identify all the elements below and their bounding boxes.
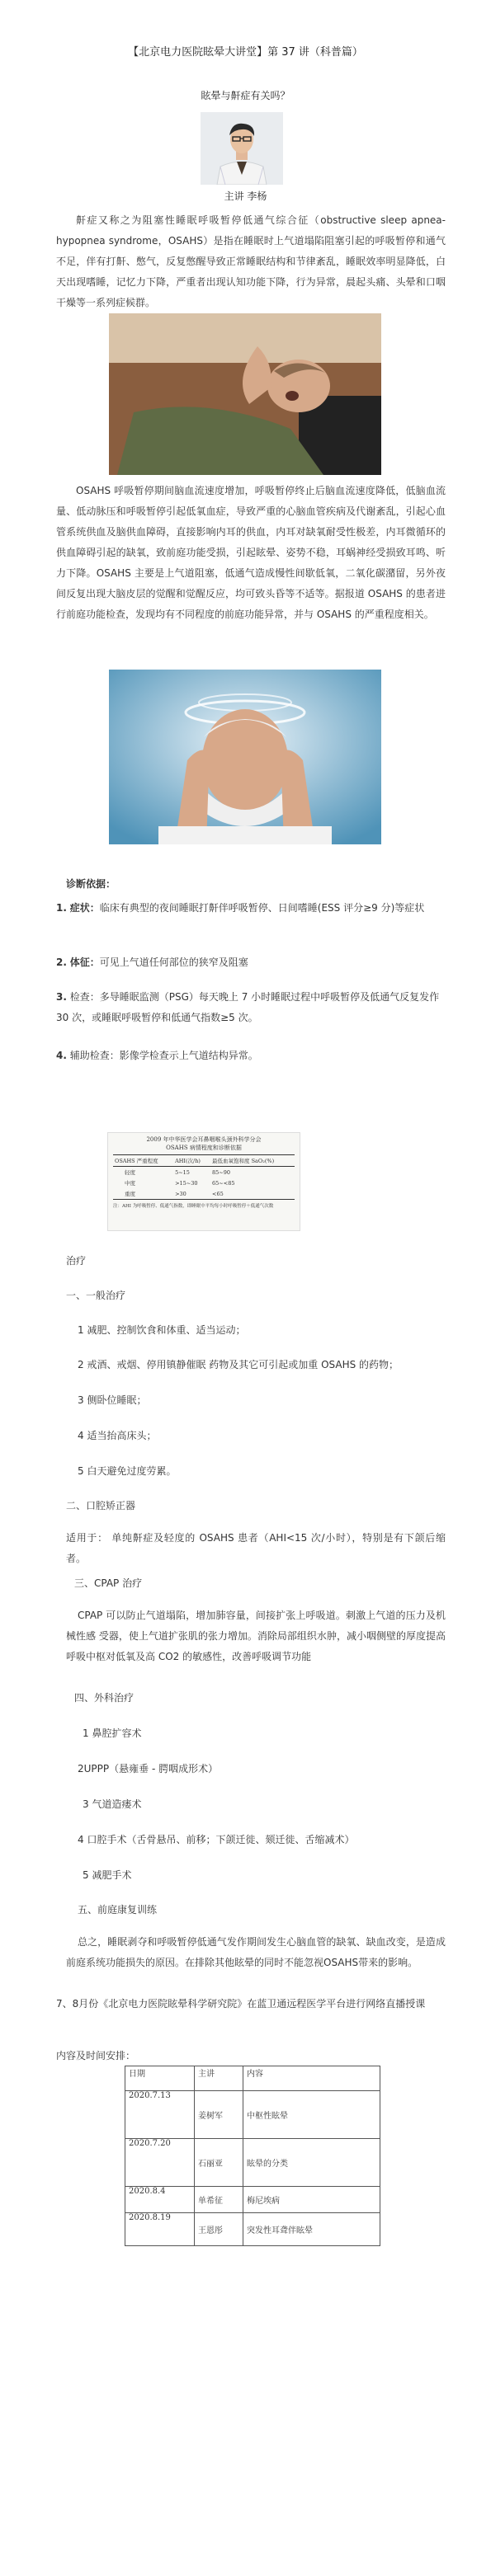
schedule-topic: 突发性耳聋伴眩晕 (243, 2213, 380, 2246)
severity-table (113, 1154, 295, 1200)
table-row (113, 1178, 295, 1188)
severity-table-image (107, 1132, 300, 1231)
table-row (113, 1167, 295, 1178)
schedule-row (125, 2091, 380, 2139)
section-heading: 二、口腔矫正器 (66, 1500, 136, 1511)
table-header: 最低血氧饱和度 SaO₂(%) (212, 1158, 275, 1164)
item-number: 4. (56, 1050, 67, 1061)
list-item: 4 适当抬高床头； (78, 1430, 157, 1441)
diagnosis-item (56, 1046, 452, 1066)
list-item: 2UPPP（悬雍垂 - 腭咽成形术） (78, 1763, 219, 1775)
schedule-speaker: 单希征 (195, 2187, 243, 2213)
schedule-date: 2020.8.4 (125, 2187, 195, 2213)
section-heading: 五、前庭康复训练 (78, 1904, 158, 1916)
dizzy-man-photo (109, 670, 381, 844)
item-text: 临床有典型的夜间睡眠打鼾伴呼吸暂停、日间嗜睡(ESS 评分≥9 分)等症状 (99, 902, 425, 914)
schedule-label: 内容及时间安排： (56, 2050, 136, 2061)
schedule-header: 日期 (125, 2066, 195, 2091)
table-header-row (113, 1155, 295, 1167)
table-cell: 轻度 (125, 1169, 135, 1176)
list-item: 3 侧卧位睡眠； (78, 1394, 147, 1406)
schedule-speaker: 姜树军 (195, 2091, 243, 2139)
schedule-table (125, 2066, 380, 2246)
schedule-row (125, 2139, 380, 2187)
schedule-topic: 梅尼埃病 (243, 2187, 380, 2213)
diagnosis-item (56, 987, 452, 1028)
item-number: 2. (56, 957, 67, 968)
table-cell: >15~30 (175, 1179, 198, 1187)
section-text: CPAP 可以防止气道塌陷，增加肺容量，间接扩张上呼吸道。刺激上气道的压力及机械性感 受器，使上气道扩张肌的张力增加。消除局部组织水肿，减小咽侧壁的厚度提高呼吸中枢对低氧及高 CO2 的敏感性，改善呼吸调节功能 (66, 1610, 446, 1662)
item-number: 1. (56, 902, 67, 914)
schedule-header: 主讲 (195, 2066, 243, 2091)
mechanism-paragraph: OSAHS 呼吸暂停期间脑血流速度增加，呼吸暂停终止后脑血流速度降低，低脑血流量、低动脉压和呼吸暂停引起低氧血症，导致严重的心脑血管疾病及代谢紊乱，引起心血管系统供血及脑供血障碍，直接影响内耳的供血，内耳对缺氧耐受性极差，内耳微循环的供血障碍引起的缺氧，致前庭功能受损，引起眩晕、姿势不稳，耳蜗神经受损致耳鸣、听力下降。OSAHS 主要是上气道阻塞，低通气造成慢性间歇低氧，二氧化碳潴留，另外夜间反复出现大脑皮层的觉醒和觉醒反应，均可致头昏等不适等。据报道 OSAHS 的患者进行前庭功能检查，发现均有不同程度的前庭功能异常，并与 OSAHS 的严重程度相关。 (56, 485, 446, 620)
item-label: 体征 (69, 957, 90, 968)
speaker-name: 主讲 李杨 (224, 190, 267, 202)
diagnosis-item: 1. 症状：临床有典型的夜间睡眠打鼾伴呼吸暂停、日间嗜睡(ESS 评分≥9 分)等症状 (56, 902, 425, 914)
speaker-portrait (201, 112, 283, 185)
table-cell: 65~<85 (212, 1179, 235, 1187)
diagnosis-heading: 诊断依据： (66, 878, 116, 890)
schedule-topic: 眩晕的分类 (243, 2139, 380, 2187)
table-cell: 中度 (125, 1180, 135, 1187)
schedule-date: 2020.7.20 (125, 2139, 195, 2187)
schedule-date: 2020.7.13 (125, 2091, 195, 2139)
treatment-heading: 治疗 (66, 1255, 87, 1267)
summary-paragraph: 总之，睡眠剥夺和呼吸暂停低通气发作期间发生心脑血管的缺氧、缺血改变，是造成前庭系统功能损失的原因。在排除其他眩晕的同时不能忽视OSAHS带来的影响。 (66, 1936, 446, 1968)
schedule-row (125, 2187, 380, 2213)
list-item: 5 减肥手术 (83, 1869, 132, 1881)
item-text: 辅助检查：影像学检查示上气道结构异常。 (69, 1050, 258, 1061)
table-cell: 重度 (125, 1191, 135, 1197)
table-header: AHI(次/h) (175, 1158, 201, 1164)
intro-paragraph: 鼾症又称之为阻塞性睡眠呼吸暂停低通气综合征（obstructive sleep apnea-hypopnea syndrome，OSAHS）是指在睡眠时上气道塌陷阻塞引起的呼吸暂停和通气不足，伴有打鼾、憋气，反复憋醒导致正常睡眠结构和节律紊乱，睡眠效率明显降低，白天出现嗜睡，记忆力下降，严重者出现认知功能下降，行为异常，晨起头痛、头晕和口咽干燥等一系列症候群。 (56, 214, 446, 308)
schedule-row (125, 2213, 380, 2246)
item-text: 可见上气道任何部位的狭窄及阻塞 (99, 957, 248, 968)
table-header: OSAHS 严重程度 (115, 1158, 158, 1164)
table-cell: >30 (175, 1190, 186, 1197)
list-item: 4 口腔手术（舌骨悬吊、前移；下颌迁徙、颏迁徙、舌缩减术） (78, 1834, 355, 1845)
schedule-header: 内容 (243, 2066, 380, 2091)
section-heading: 四、外科治疗 (74, 1692, 135, 1704)
item-text: 检查：多导睡眠监测（PSG）每天晚上 7 小时睡眠过程中呼吸暂停及低通气反复发作 30 次，或睡眠呼吸暂停和低通气指数≥5 次。 (56, 991, 440, 1023)
article-question: 眩晕与鼾症有关吗？ (201, 90, 290, 101)
table-caption: 2009 年中华医学会耳鼻咽喉头颈外科学分会 (146, 1136, 262, 1143)
list-item: 1 减肥、控制饮食和体重、适当运动； (78, 1324, 246, 1336)
schedule-speaker: 王恩彤 (195, 2213, 243, 2246)
section-heading: 一、一般治疗 (66, 1290, 126, 1301)
schedule-topic: 中枢性眩晕 (243, 2091, 380, 2139)
table-cell: 5~15 (175, 1168, 190, 1176)
table-note: 注：AHI 为呼吸暂停、低通气指数，即睡眠中平均每小时呼吸暂停＋低通气次数 (113, 1204, 274, 1209)
schedule-date: 2020.8.19 (125, 2213, 195, 2246)
list-item: 1 鼻腔扩容术 (83, 1728, 142, 1739)
item-number: 3. (56, 991, 67, 1003)
list-item: 3 气道造瘘术 (83, 1798, 142, 1810)
diagnosis-item: 2. 体征：可见上气道任何部位的狭窄及阻塞 (56, 957, 248, 968)
list-item: 5 白天避免过度劳累。 (78, 1465, 177, 1477)
table-row (113, 1188, 295, 1200)
schedule-header-row (125, 2066, 380, 2091)
table-cell: 85~90 (212, 1168, 231, 1176)
table-cell: <65 (212, 1190, 224, 1197)
article-title: 【北京电力医院眩晕大讲堂】第 37 讲（科普篇） (128, 46, 363, 59)
list-item: 2 戒酒、戒烟、停用镇静催眠 药物及其它可引起或加重 OSAHS 的药物； (78, 1359, 399, 1370)
section-heading: 三、CPAP 治疗 (74, 1577, 143, 1589)
schedule-speaker: 石丽亚 (195, 2139, 243, 2187)
table-caption: OSAHS 病情程度和诊断依据 (166, 1145, 242, 1151)
snoring-man-photo (109, 313, 381, 475)
section-text: 适用于： 单纯鼾症及轻度的 OSAHS 患者（AHI<15 次/小时），特别是有下颌后缩者。 (66, 1532, 446, 1564)
announcement-text: 7、8月份《北京电力医院眩晕科学研究院》在蓝卫通远程医学平台进行网络直播授课 (56, 1998, 426, 2010)
item-label: 症状 (69, 902, 90, 914)
